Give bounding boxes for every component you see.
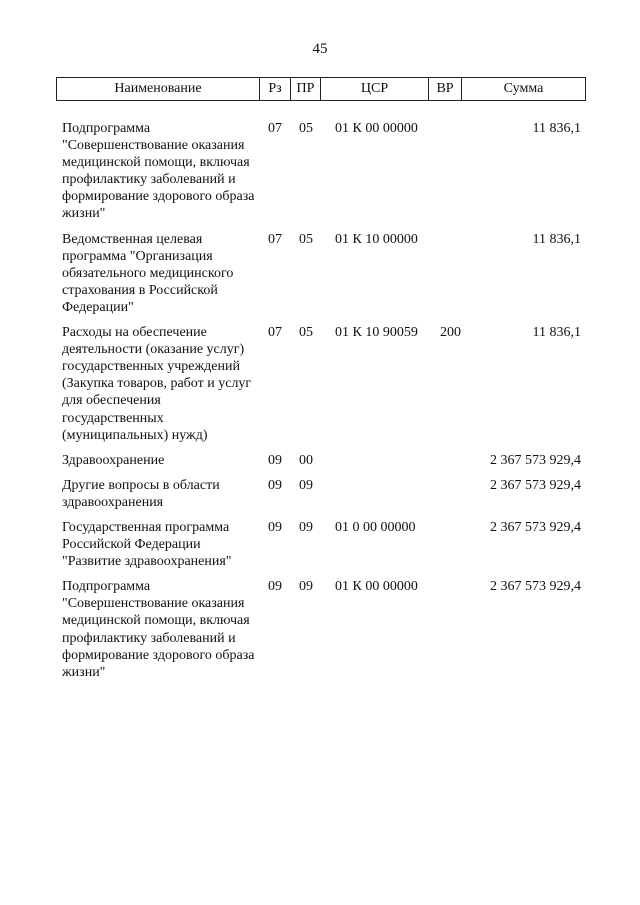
- row-rz: 09: [268, 579, 282, 595]
- table-row: [0, 324, 640, 444]
- row-pr: 09: [299, 579, 313, 595]
- row-rz: 09: [268, 452, 282, 468]
- row-sum: 11 836,1: [532, 325, 581, 341]
- row-pr: 05: [299, 325, 313, 341]
- header-csr: ЦСР: [321, 78, 429, 100]
- row-sum: 11 836,1: [532, 231, 581, 247]
- table-row: [0, 519, 640, 570]
- row-pr: 00: [299, 452, 313, 468]
- table-row: [0, 477, 640, 511]
- header-pr: ПР: [291, 78, 321, 100]
- row-pr: 09: [299, 477, 313, 493]
- row-name: Подпрограмма "Совершенствование оказания медицинской помощи, включая профилактику заболеваний и формирование здорового образа жизни": [62, 579, 255, 680]
- table-row: [0, 231, 640, 316]
- row-rz: 07: [268, 121, 282, 136]
- row-rz: 07: [268, 231, 282, 247]
- row-name: Государственная программа Российской Федерации "Развитие здравоохранения": [62, 519, 232, 570]
- row-rz: 09: [268, 477, 282, 493]
- row-csr: 01 К 00 00000: [335, 121, 418, 136]
- row-pr: 05: [299, 231, 313, 247]
- table-body: [0, 120, 640, 689]
- row-name: Расходы на обеспечение деятельности (оказание услуг) государственных учреждений (Закупка товаров, работ и услуг для обеспечения государственных (муниципальных) нужд): [62, 325, 252, 443]
- page-number: 45: [312, 41, 328, 57]
- table-header: [56, 77, 586, 101]
- row-sum: 2 367 573 929,4: [490, 579, 581, 595]
- row-name: Другие вопросы в области здравоохранения: [62, 477, 220, 510]
- row-sum: 2 367 573 929,4: [490, 452, 581, 468]
- row-name: Ведомственная целевая программа "Организация обязательного медицинского страхования в Российской Федерации": [62, 231, 234, 315]
- row-name: Здравоохранение: [62, 452, 165, 468]
- row-rz: 09: [268, 519, 282, 535]
- row-pr: 05: [299, 121, 313, 136]
- row-name: Подпрограмма "Совершенствование оказания медицинской помощи, включая профилактику заболеваний и формирование здорового образа жизни": [62, 121, 255, 222]
- row-sum: 2 367 573 929,4: [490, 477, 581, 493]
- table-row: [0, 120, 640, 223]
- row-csr: 01 0 00 00000: [335, 519, 416, 535]
- header-vr: ВР: [429, 78, 462, 100]
- row-csr: 01 К 10 00000: [335, 231, 418, 247]
- row-sum: 11 836,1: [532, 121, 581, 136]
- header-name: Наименование: [57, 78, 260, 100]
- header-rz: Рз: [260, 78, 291, 100]
- row-csr: 01 К 10 90059: [335, 325, 418, 341]
- header-sum: Сумма: [503, 81, 544, 96]
- row-pr: 09: [299, 519, 313, 535]
- row-vr: 200: [440, 325, 461, 341]
- row-csr: 01 К 00 00000: [335, 579, 418, 595]
- row-sum: 2 367 573 929,4: [490, 519, 581, 535]
- table-row: [0, 452, 640, 469]
- row-rz: 07: [268, 325, 282, 341]
- table-row: [0, 578, 640, 681]
